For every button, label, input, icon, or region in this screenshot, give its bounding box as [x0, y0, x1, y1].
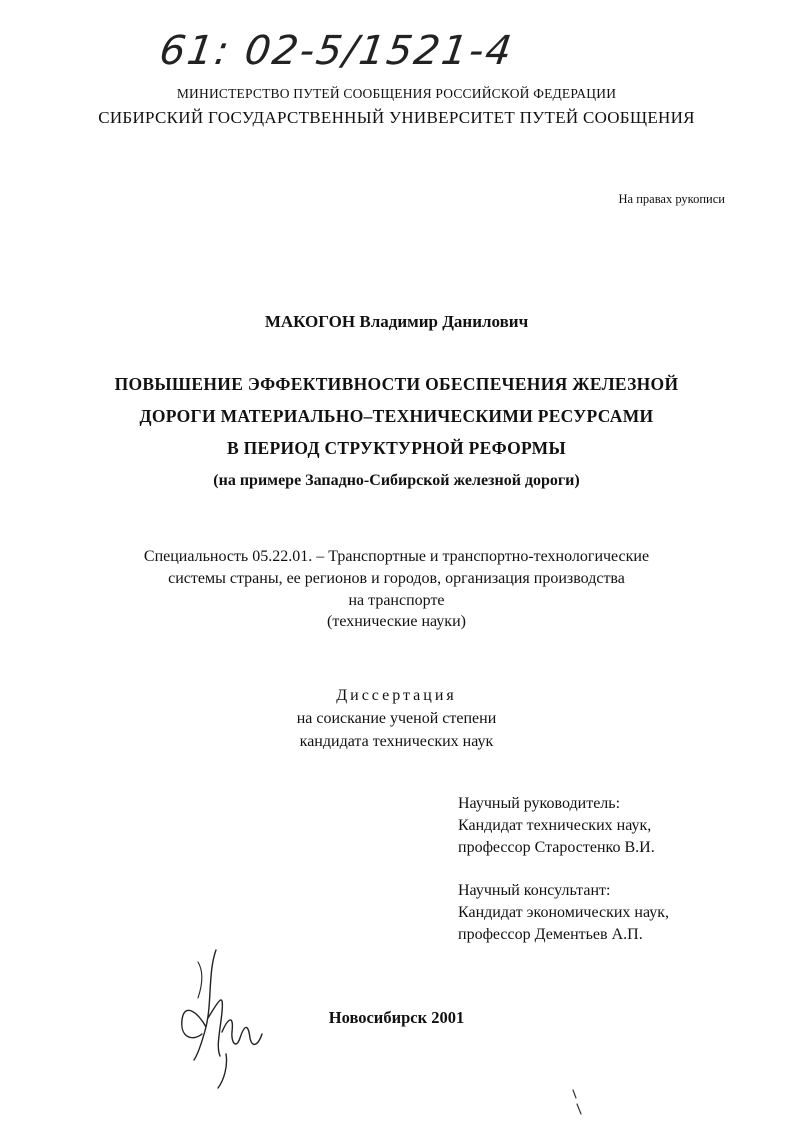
supervisor-role: Научный руководитель:	[458, 795, 621, 812]
pen-mark	[570, 1088, 584, 1116]
dissertation-line-3: кандидата технических наук	[299, 733, 494, 750]
ministry-name: МИНИСТЕРСТВО ПУТЕЙ СООБЩЕНИЯ РОССИЙСКОЙ ФЕДЕРАЦИИ	[176, 86, 617, 101]
consultant-name: профессор Дементьев А.П.	[458, 926, 643, 943]
consultant-role: Научный консультант:	[458, 882, 611, 899]
title-subtitle: (на примере Западно-Сибирской железной дороги)	[213, 472, 580, 489]
title-line-1: ПОВЫШЕНИЕ ЭФФЕКТИВНОСТИ ОБЕСПЕЧЕНИЯ ЖЕЛЕЗНОЙ	[114, 374, 679, 394]
title-line-3: В ПЕРИОД СТРУКТУРНОЙ РЕФОРМЫ	[227, 438, 566, 458]
supervisor-degree: Кандидат технических наук,	[458, 817, 652, 834]
manuscript-rights-note: На правах рукописи	[618, 192, 725, 206]
title-line-2: ДОРОГИ МАТЕРИАЛЬНО–ТЕХНИЧЕСКИМИ РЕСУРСАМИ	[139, 406, 654, 426]
specialty-line-3: на транспорте	[348, 592, 445, 609]
archive-number-handwritten: 61: 02-5/1521-4	[156, 28, 517, 74]
specialty-line-1: Специальность 05.22.01. – Транспортные и транспортно-технологические	[143, 548, 650, 565]
author-name: МАКОГОН Владимир Данилович	[264, 312, 529, 331]
supervisor-name: профессор Старостенко В.И.	[458, 839, 655, 856]
city-year: Новосибирск 2001	[328, 1008, 465, 1027]
dissertation-heading: Диссертация	[336, 687, 457, 704]
dissertation-line-2: на соискание ученой степени	[296, 710, 497, 727]
specialty-line-2: системы страны, ее регионов и городов, организация производства	[168, 570, 625, 587]
specialty-line-4: (технические науки)	[327, 613, 466, 630]
university-name: СИБИРСКИЙ ГОСУДАРСТВЕННЫЙ УНИВЕРСИТЕТ ПУТЕЙ СООБЩЕНИЯ	[98, 108, 695, 127]
consultant-degree: Кандидат экономических наук,	[458, 904, 670, 921]
